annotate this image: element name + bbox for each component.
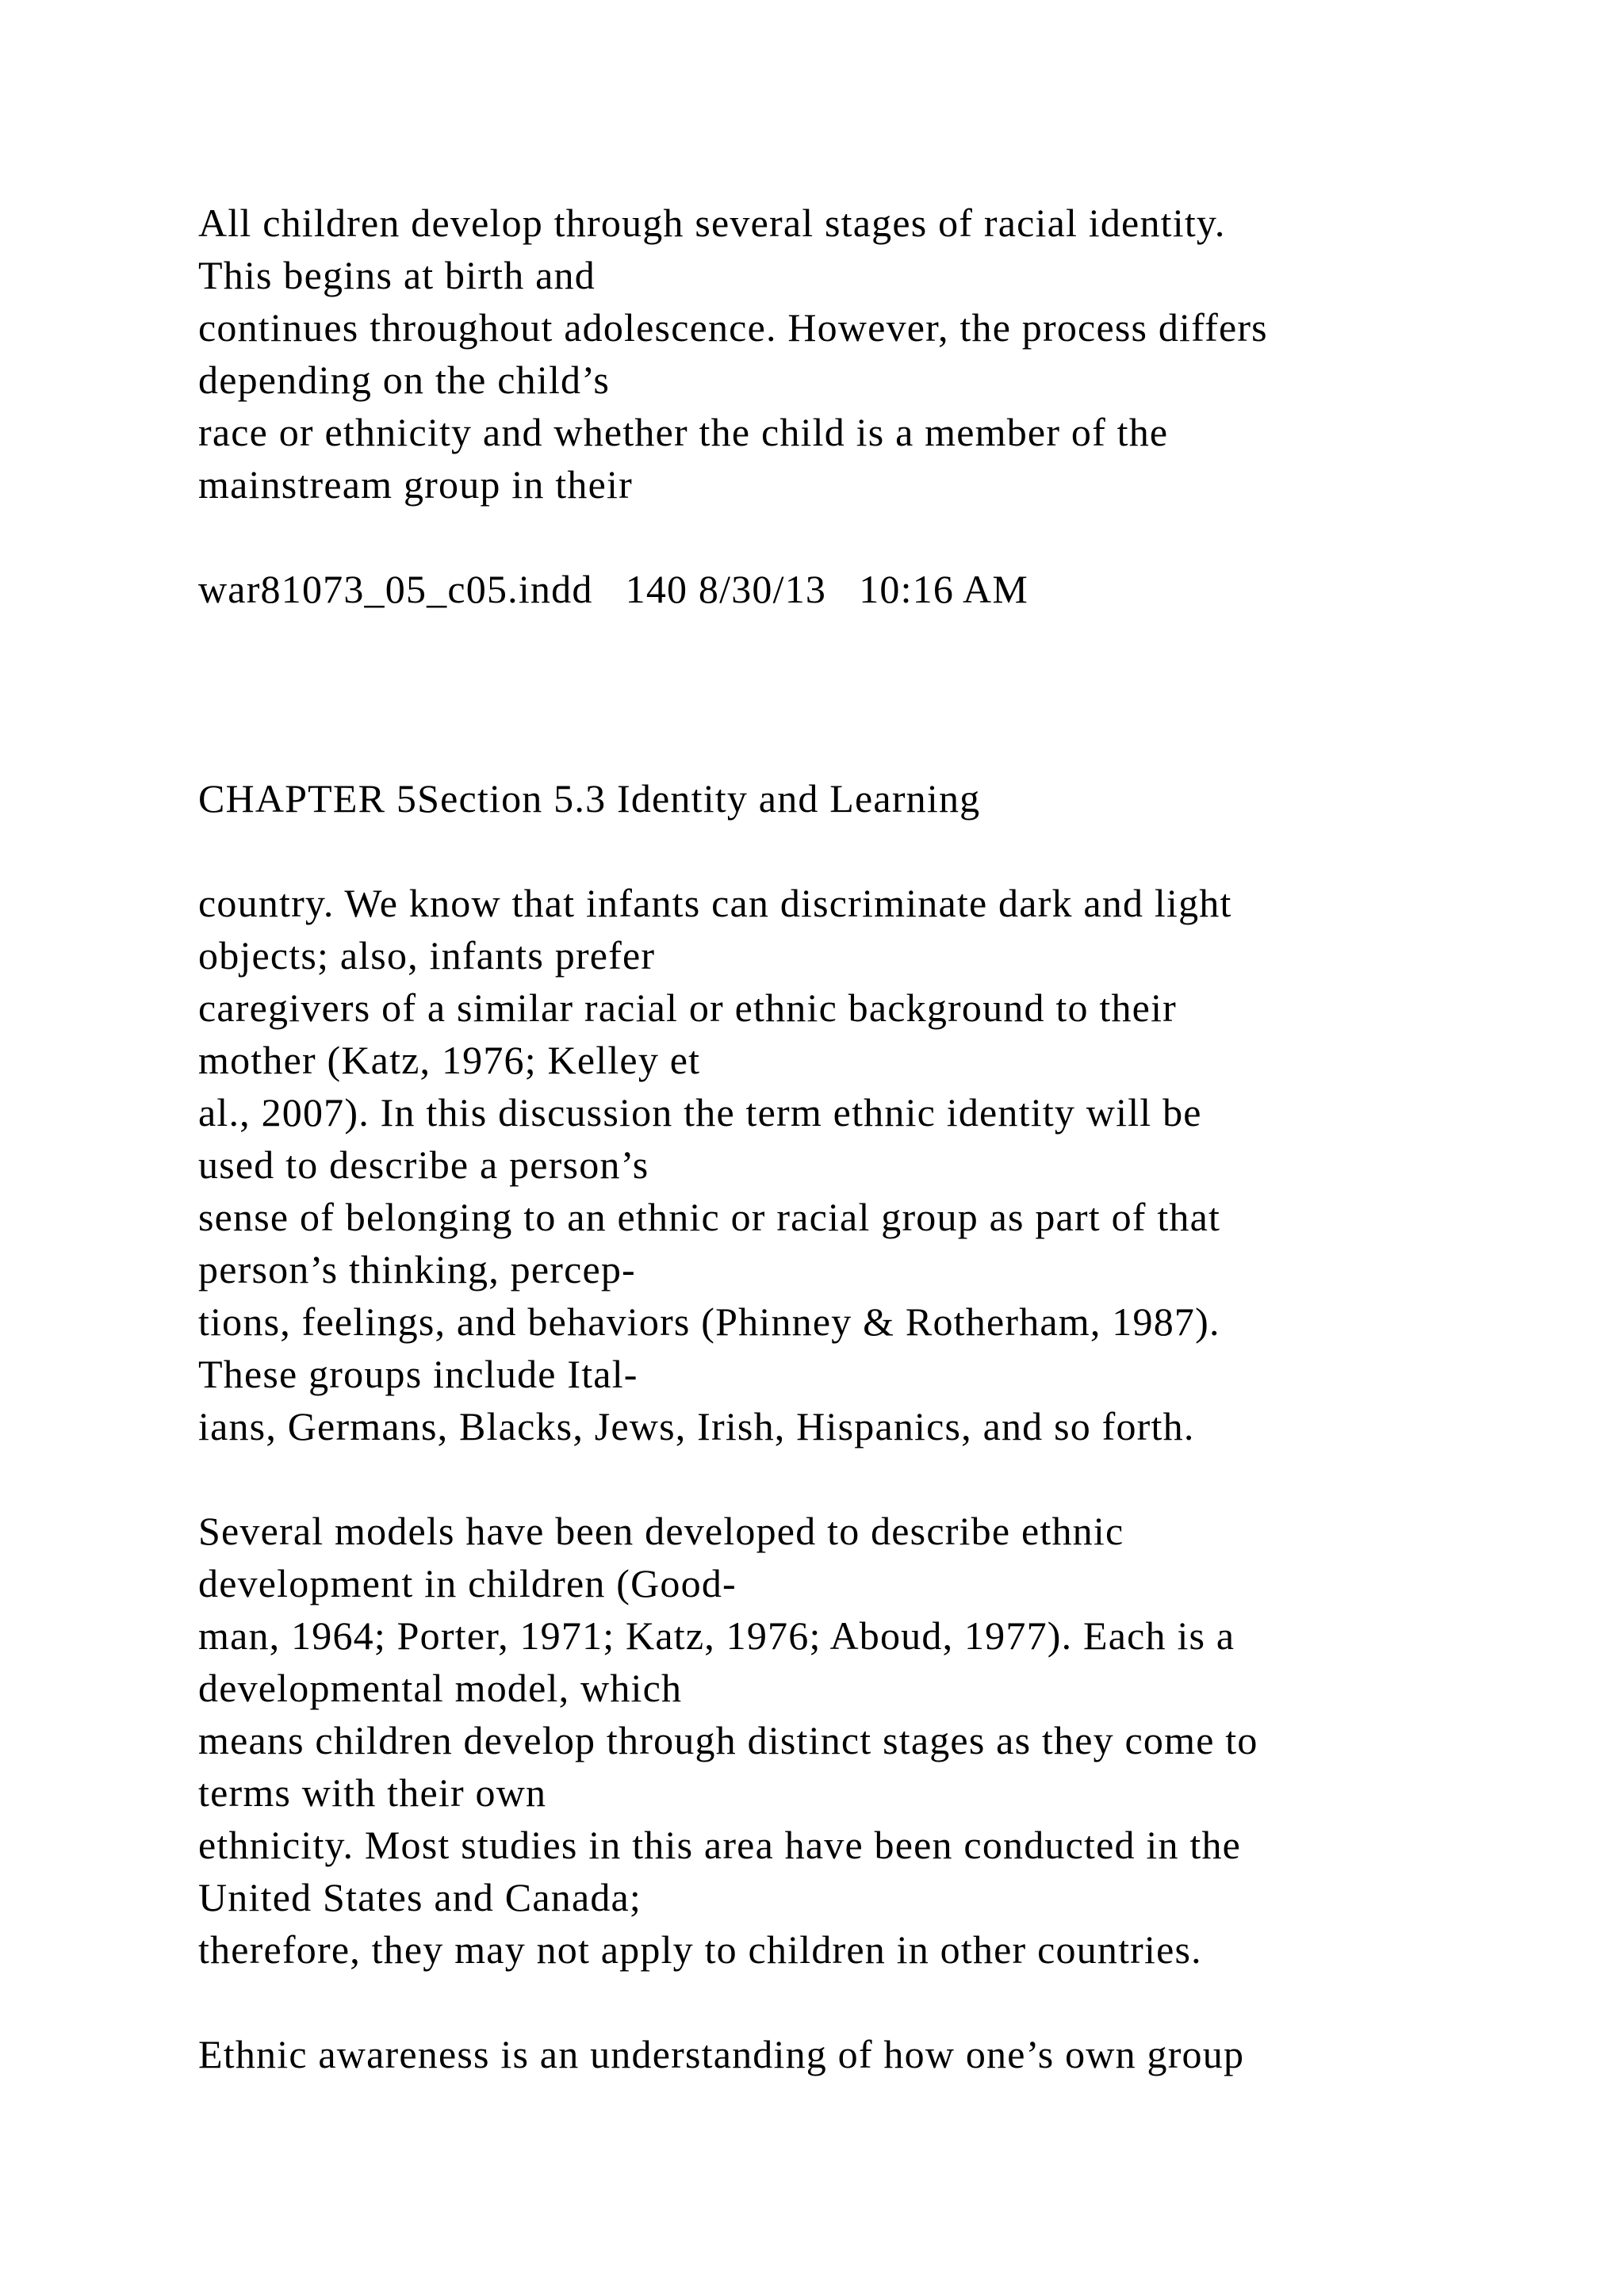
text-line: al., 2007). In this discussion the term ethnic identity will be: [198, 1090, 1202, 1135]
file-footer-line: war81073_05_c05.indd 140 8/30/13 10:16 AM: [198, 567, 1029, 611]
chapter-header-line: CHAPTER 5Section 5.3 Identity and Learning: [198, 776, 981, 821]
text-line: developmental model, which: [198, 1666, 683, 1710]
text-line: tions, feelings, and behaviors (Phinney & Rotherham, 1987).: [198, 1299, 1220, 1344]
text-line: therefore, they may not apply to children in other countries.: [198, 1927, 1202, 1972]
text-line: continues throughout adolescence. However, the process differs: [198, 305, 1268, 350]
text-line: used to describe a person’s: [198, 1142, 649, 1187]
text-line: This begins at birth and: [198, 253, 596, 297]
text-line: ethnicity. Most studies in this area have been conducted in the: [198, 1823, 1242, 1867]
text-line: mainstream group in their: [198, 462, 633, 507]
text-line: race or ethnicity and whether the child is a member of the: [198, 410, 1169, 454]
text-line: caregivers of a similar racial or ethnic background to their: [198, 985, 1178, 1030]
text-line: sense of belonging to an ethnic or racial group as part of that: [198, 1195, 1221, 1239]
text-line: objects; also, infants prefer: [198, 933, 656, 978]
text-line: mother (Katz, 1976; Kelley et: [198, 1038, 701, 1082]
text-line: means children develop through distinct stages as they come to: [198, 1718, 1258, 1762]
text-line: United States and Canada;: [198, 1875, 642, 1919]
text-line: These groups include Ital-: [198, 1352, 638, 1396]
text-line: ians, Germans, Blacks, Jews, Irish, Hispanics, and so forth.: [198, 1404, 1195, 1448]
text-line: person’s thinking, percep-: [198, 1247, 636, 1292]
text-line: development in children (Good-: [198, 1561, 737, 1605]
text-line: terms with their own: [198, 1770, 547, 1815]
text-line: All children develop through several stages of racial identity.: [198, 201, 1226, 245]
text-line: depending on the child’s: [198, 358, 610, 402]
text-line: Ethnic awareness is an understanding of how one’s own group: [198, 2032, 1245, 2076]
text-line: country. We know that infants can discriminate dark and light: [198, 881, 1232, 925]
text-line: Several models have been developed to describe ethnic: [198, 1509, 1124, 1553]
text-line: man, 1964; Porter, 1971; Katz, 1976; Aboud, 1977). Each is a: [198, 1613, 1235, 1658]
